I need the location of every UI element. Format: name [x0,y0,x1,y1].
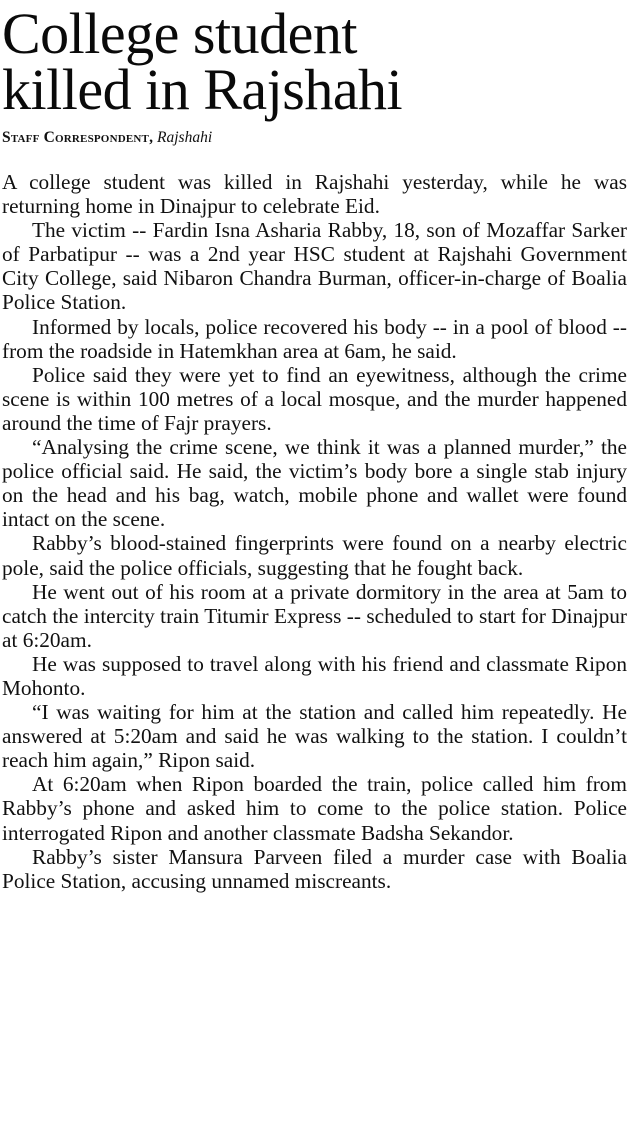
paragraph-9: “I was waiting for him at the station and called him repeatedly. He answered at 5:20am and said he was walking to the station. I couldn’t reach him again,” Ripon said. [2,700,627,773]
paragraph-5: “Analysing the crime scene, we think it was a planned murder,” the police official said. He said, the victim’s body bore a single stab injury on the head and his bag, watch, mobile phone and wallet were found intact on the scene. [2,435,627,532]
byline-place: Rajshahi [157,129,213,146]
paragraph-2: The victim -- Fardin Isna Asharia Rabby, 18, son of Mozaffar Sarker of Parbatipur -- was a 2nd year HSC student at Rajshahi Government City College, said Nibaron Chandra Burman, officer-in-charge of Boalia Police Station. [2,218,627,315]
paragraph-6: Rabby’s blood-stained fingerprints were found on a nearby electric pole, said the police officials, suggesting that he fought back. [2,531,627,580]
paragraph-4: Police said they were yet to find an eyewitness, although the crime scene is within 100 metres of a local mosque, and the murder happened around the time of Fajr prayers. [2,362,627,435]
headline-line-2: killed in Rajshahi [2,57,403,122]
byline-author: Staff Correspondent, [2,129,154,146]
paragraph-3: Informed by locals, police recovered his body -- in a pool of blood -- from the roadside in Hatemkhan area at 6am, he said. [2,314,627,363]
byline [2,128,629,148]
paragraph-11: Rabby’s sister Mansura Parveen filed a murder case with Boalia Police Station, accusing unnamed miscreants. [2,844,627,893]
article-body [0,170,629,893]
paragraph-7: He went out of his room at a private dormitory in the area at 5am to catch the intercity train Titumir Express -- scheduled to start for Dinajpur at 6:20am. [2,579,627,652]
paragraph-10: At 6:20am when Ripon boarded the train, police called him from Rabby’s phone and asked him to come to the police station. Police interrogated Ripon and another classmate Badsha Sekandor. [2,772,627,845]
headline-line-1: College student [2,1,357,66]
paragraph-1: A college student was killed in Rajshahi yesterday, while he was returning home in Dinajpur to celebrate Eid. [2,170,627,219]
headline [0,0,629,122]
paragraph-8: He was supposed to travel along with his friend and classmate Ripon Mohonto. [2,651,627,700]
